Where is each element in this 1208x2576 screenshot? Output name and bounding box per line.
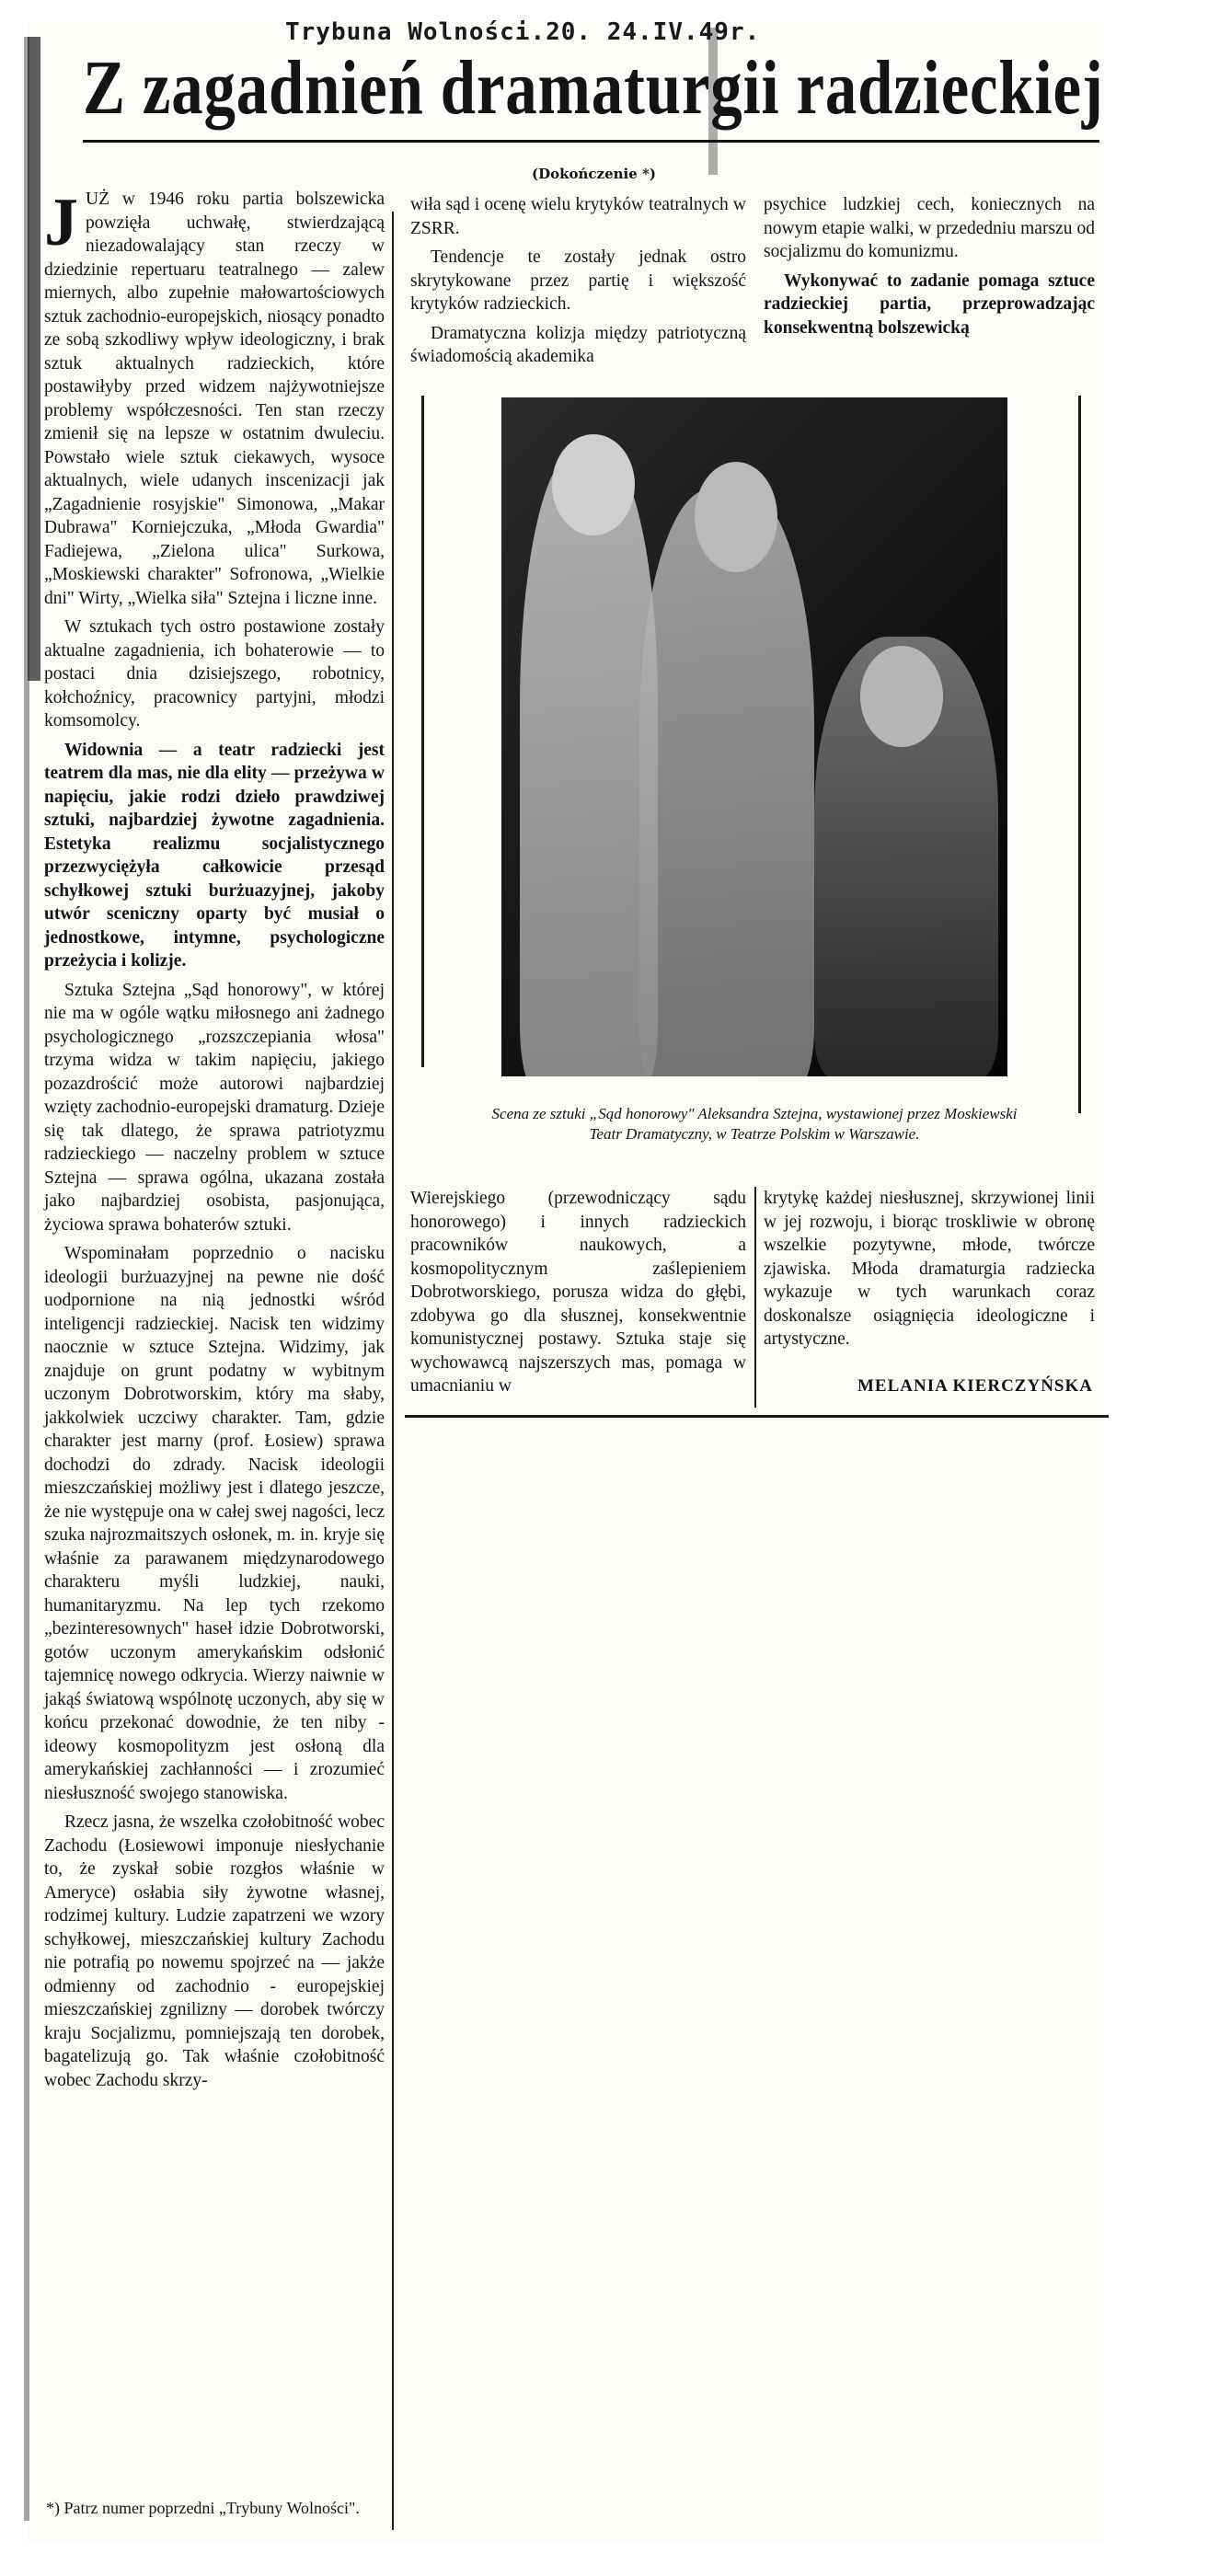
actor-figure-center: [639, 489, 814, 1076]
column-rule: [754, 1187, 756, 1408]
paragraph: psychice ludzkiej cech, koniecznych na nowym etapie walki, w przededniu marszu od socjalizmu do komunizmu.: [764, 195, 1095, 261]
column-rule: [392, 212, 394, 2530]
paragraph: Rzecz jasna, że wszelka czołobitność wobec Zachodu (Łosiewowi imponuje niesłychanie to, że zyskał sobie rozgłos właśnie w Ameryce) osłabia siły żywotne własnej, rodzimej kultury. Ludzie zapatrzeni we wzory schyłkowej, mieszczańskiej kultury Zachodu nie potrafią po nowemu spojrzeć na — jakże odmienny od zachodnio - europejskiej mieszczańskiej zgnilizny — dorobek twórczy kraju Socjalizmu, pomniejszają ten dorobek, bagatelizują go. Tak właśnie czołobitność wobec Zachodu skrzy-: [44, 1812, 385, 2090]
actor-figure-left: [520, 453, 658, 1076]
continuation-note: (Dokończenie *): [532, 166, 656, 182]
article-column-4: [410, 1187, 746, 1404]
page-edge-stain: [24, 37, 29, 2521]
paragraph: Sztuka Sztejna „Sąd honorowy", w której nie ma w ogóle wątku miłosnego ani żadnego psychologicznego „rozszczepiania włosa" trzyma widza w takim napięciu, jakiego pozazdrościć może autorowi najbardziej wzięty zachodnio-europejski dramaturg. Dzieje się tak dlatego, że sprawa patriotyzmu radzieckiego — naczelny problem w sztuce Sztejna — sprawa ogólna, ukazana została jako najbardziej osobista, pasjonująca, życiowa sprawa bohaterów sztuki.: [44, 980, 385, 1235]
actor-face-right: [860, 646, 943, 747]
headline-rule: [83, 140, 1099, 143]
article-column-3: [764, 193, 1095, 345]
paragraph: [44, 185, 385, 610]
drop-cap: J: [44, 185, 78, 260]
date-stamp: Trybuna Wolności.20. 24.IV.49r.: [285, 18, 761, 46]
paragraph: W sztukach tych ostro postawione zostały aktualne zagadnienia, ich bohaterowie — to postaci dnia dzisiejszego, robotnicy, kołchoźnicy, pracownicy partyjni, młodzi komsomolcy.: [44, 617, 385, 730]
photo-caption: Scena ze sztuki „Sąd honorowy" Aleksandra Sztejna, wystawionej przez Moskiewski Teatr Dramatyczny, w Teatrze Polskim w Warszawie.: [491, 1105, 1018, 1143]
actor-face-center: [695, 462, 777, 572]
footnote: *) Patrz numer poprzedni „Trybuny Wolności".: [46, 2499, 360, 2517]
paragraph: Wierejskiego (przewodniczący sądu honorowego) i innych radzieckich pracowników naukowych, a kosmopolitycznym zaślepieniem Dobrotworskiego, porusza widza do głębi, zdobywa go dla słusznej, konsekwentnie komunistycznej postawy. Sztuka staje się wychowawcą najszerszych mas, pomaga w umacnianiu w: [410, 1189, 746, 1396]
paragraph: Wykonywać to zadanie pomaga sztuce radzieckiej partia, przeprowadzając konsekwentną bolszewicką: [764, 270, 1095, 338]
headline: Z zagadnień dramaturgii radzieckiej: [83, 45, 1104, 131]
paragraph: Tendencje te zostały jednak ostro skrytykowane przez partię i większość krytyków radzieckich.: [410, 247, 746, 314]
article-column-1: [44, 185, 385, 2098]
paragraph-text: UŻ w 1946 roku partia bolszewicka powzięła uchwałę, stwierdzającą niezadowalający stan rzeczy w dziedzinie repertuaru teatralnego — zalew miernych, albo zupełnie małowartościowych sztuk zachodnio-europejskich, niosący ponadto ze sobą szkodliwy wpływ ideologiczny, i brak sztuk aktualnych radzieckich, które postawiłyby przed widzem najżywotniejsze problemy współczesności. Ten stan rzeczy zmienił się na lepsze w ostatnim dwuleciu. Powstało wiele sztuk ciekawych, wysoce aktualnych, wiele udanych inscenizacji jak „Zagadnienie rosyjskie" Simonowa, „Makar Dubrawa" Korniejczuka, „Młoda Gwardia" Fadiejewa, „Zielona ulica" Surkowa, „Moskiewski charakter" Sofronowa, „Wielkie dni" Wirty, „Wielka siła" Sztejna i liczne inne.: [44, 190, 385, 608]
column-rule: [421, 396, 424, 1067]
page-edge-stain: [28, 37, 40, 681]
article-column-5: [764, 1187, 1095, 1357]
column-rule: [1078, 396, 1081, 1113]
paragraph: Wspominałam poprzednio o nacisku ideologii burżuazyjnej na pewne nie dość uodpornione na nią jednostki wśród inteligencji radzieckiej. Nacisk ten widzimy naocznie w sztuce Sztejna. Widzimy, jak znajduje on grunt podatny w wybitnym uczonym Dobrotworskim, który ma słaby, jakkolwiek uczciwy charakter. Tam, gdzie charakter jest marny (prof. Łosiew) sprawa dochodzi do zdrady. Nacisk ideologii mieszczańskiej możliwy jest i dlatego jeszcze, że nie występuje ona w całej swej nagości, lecz szuka najrozmaitszych osłonek, m. in. kryje się właśnie za parawanem międzynarodowego charakteru myśli ludzkiej, nauki, humanitaryzmu. Na lep tych rzekomo „bezinteresownych" haseł idzie Dobrotworski, gotów uczonym amerykańskim odsłonić tajemnicę nowego odkrycia. Wierzy naiwnie w jakąś światową wspólnotę uczonych, aby się w końcu przekonać dowodnie, że ten niby - ideowy kosmopolityzm jest osłoną dla amerykańskiej zachłanności — i zrozumieć niesłuszność swojego stanowiska.: [44, 1244, 385, 1803]
paragraph: wiła sąd i ocenę wielu krytyków teatralnych w ZSRR.: [410, 195, 746, 238]
article-end-rule: [405, 1415, 1109, 1418]
author-signature: MELANIA KIERCZYŃSKA: [857, 1376, 1093, 1396]
paragraph: krytykę każdej niesłusznej, skrzywionej linii w jej rozwoju, i biorąc troskliwie w obronę wszelkie pozytywne, młode, twórcze zjawiska. Młoda dramaturgia radziecka wykazuje w tych warunkach coraz doskonalsze osiągnięcia ideologiczne i artystyczne.: [764, 1189, 1095, 1349]
paragraph: Widownia — a teatr radziecki jest teatrem dla mas, nie dla elity — przeżywa w napięciu, jakie rodzi dzieło prawdziwej sztuki, najbardziej żywotne zagadnienia. Estetyka realizmu socjalistycznego przezwyciężyła całkowicie przesąd schyłkowej sztuki burżuazyjnej, jakoby utwór sceniczny oparty być musiał o jednostkowe, intymne, psychologiczne przeżycia i kolizje.: [44, 740, 385, 971]
actor-face-left: [552, 434, 635, 535]
paragraph: Dramatyczna kolizja między patriotyczną świadomością akademika: [410, 323, 746, 366]
stage-photo: [501, 397, 1007, 1076]
article-column-2: [410, 193, 746, 374]
